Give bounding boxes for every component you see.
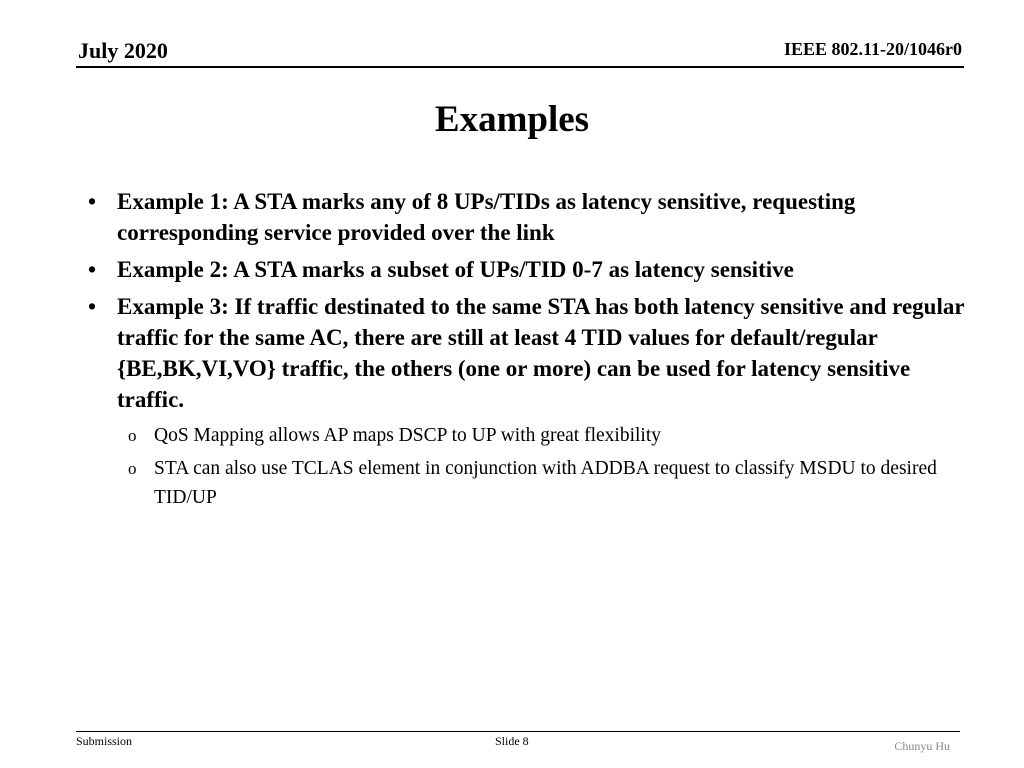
footer-divider: [76, 731, 960, 732]
sub-bullet-text: STA can also use TCLAS element in conjunction with ADDBA request to classify MSDU to desired TID/UP: [154, 458, 937, 508]
header-date: July 2020: [78, 38, 168, 63]
bullet-example-1: [88, 186, 968, 248]
sub-bullet-qos-mapping: [88, 421, 968, 450]
bullet-example-3: [88, 291, 968, 415]
bullet-example-2: [88, 254, 968, 285]
footer-submission: Submission: [76, 734, 133, 748]
sub-bullet-marker: o: [128, 459, 137, 478]
footer-author: Chunyu Hu: [894, 739, 950, 753]
sub-bullet-text: QoS Mapping allows AP maps DSCP to UP with great flexibility: [154, 425, 662, 446]
bullet-text: Example 1: A STA marks any of 8 UPs/TIDs as latency sensitive, requesting corresponding service provided over the link: [117, 189, 856, 245]
slide-number: Slide 8: [495, 734, 529, 748]
document-id: IEEE 802.11-20/1046r0: [783, 39, 962, 59]
bullet-marker: •: [88, 257, 97, 282]
slide-content: [88, 186, 968, 516]
bullet-text: Example 3: If traffic destinated to the same STA has both latency sensitive and regular traffic for the same AC, there are still at least 4 TID values for default/regular {BE,BK,VI,VO} traffic, the others (one or more) can be used for latency sensitive traffic.: [117, 294, 965, 412]
sub-bullet-marker: o: [128, 426, 137, 445]
sub-bullet-tclas: [88, 454, 968, 512]
bullet-text: Example 2: A STA marks a subset of UPs/TID 0-7 as latency sensitive: [117, 257, 794, 282]
bullet-marker: •: [88, 189, 97, 214]
bullet-marker: •: [88, 294, 97, 319]
slide-title: Examples: [434, 99, 590, 140]
header-divider: [76, 66, 964, 68]
